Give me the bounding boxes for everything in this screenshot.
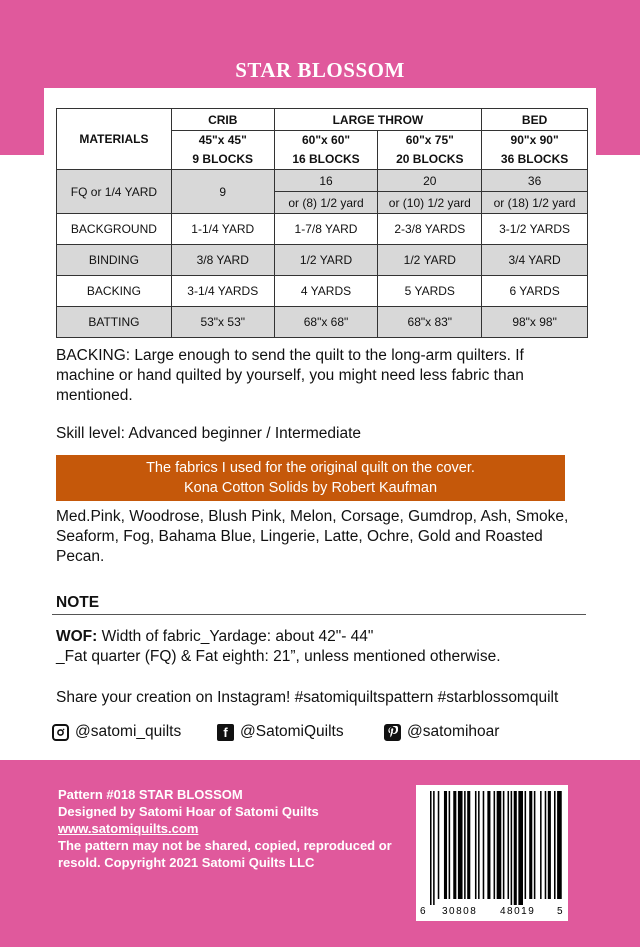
table-cell: 6 YARDS [482, 276, 588, 307]
facebook-icon: f [217, 724, 234, 741]
table-cell: 9 [171, 170, 274, 214]
skill-level: Skill level: Advanced beginner / Intermediate [56, 425, 362, 442]
table-row [57, 307, 588, 338]
footer-credits [58, 786, 398, 871]
wof-text: Width of fabric_Yardage: about 42"- 44" [97, 628, 374, 645]
table-header-groups [57, 109, 588, 131]
table-cell: or (8) 1/2 yard [274, 192, 378, 214]
table-row [57, 170, 588, 192]
barcode-last-digit: 5 [557, 906, 563, 917]
size-blocks: 9 BLOCKS [192, 152, 254, 166]
wof-label: WOF: [56, 628, 98, 645]
website-link[interactable]: www.satomiquilts.com [58, 821, 199, 836]
row-label: BACKGROUND [57, 214, 172, 245]
banner-line-1: The fabrics I used for the original quilt on the cover. [146, 460, 475, 476]
throw-60x75-cell [378, 131, 482, 170]
pinterest-icon [384, 724, 401, 741]
throw-60x60-cell [274, 131, 378, 170]
size-dims: 60"x 60" [301, 133, 351, 147]
note-divider [52, 614, 586, 615]
share-text: Share your creation on Instagram! #satomiquiltspattern #starblossomquilt [56, 689, 559, 706]
size-blocks: 20 BLOCKS [396, 152, 464, 166]
bed-size-cell [482, 131, 588, 170]
table-cell: 2-3/8 YARDS [378, 214, 482, 245]
table-cell: 3/4 YARD [482, 245, 588, 276]
copyright-notice: The pattern may not be shared, copied, reproduced or resold. Copyright 2021 Satomi Quilts LLC [58, 838, 392, 870]
large-throw-header: LARGE THROW [274, 109, 482, 131]
barcode [416, 785, 568, 921]
size-blocks: 16 BLOCKS [292, 152, 360, 166]
table-row [57, 245, 588, 276]
barcode-left-digits: 30808 [442, 906, 478, 917]
table-cell: or (10) 1/2 yard [378, 192, 482, 214]
row-label: FQ or 1/4 YARD [57, 170, 172, 214]
table-cell: 36 [482, 170, 588, 192]
table-row [57, 214, 588, 245]
barcode-first-digit: 6 [420, 906, 426, 917]
designer-credit: Designed by Satomi Hoar of Satomi Quilts [58, 804, 319, 819]
fabrics-banner [56, 455, 565, 501]
table-cell: 5 YARDS [378, 276, 482, 307]
barcode-right-digits: 48019 [500, 906, 536, 917]
instagram-icon [52, 724, 69, 741]
fq-note: _Fat quarter (FQ) & Fat eighth: 21”, unless mentioned otherwise. [56, 648, 501, 665]
size-blocks: 36 BLOCKS [500, 152, 569, 166]
table-cell: 1/2 YARD [274, 245, 378, 276]
table-cell: 4 YARDS [274, 276, 378, 307]
table-cell: 1/2 YARD [378, 245, 482, 276]
table-cell: 53"x 53" [171, 307, 274, 338]
pattern-title: STAR BLOSSOM [235, 58, 405, 82]
note-title: NOTE [56, 594, 100, 611]
footer-band [0, 760, 640, 947]
pattern-number: Pattern #018 STAR BLOSSOM [58, 787, 243, 802]
crib-header: CRIB [171, 109, 274, 131]
crib-size-cell [171, 131, 274, 170]
banner-line-2: Kona Cotton Solids by Robert Kaufman [183, 480, 438, 496]
fabrics-list: Med.Pink, Woodrose, Blush Pink, Melon, Corsage, Gumdrop, Ash, Smoke, Seaform, Fog, Bahama Blue, Lingerie, Latte, Ochre, Gold and Roasted Pecan. [56, 508, 569, 565]
table-cell: 20 [378, 170, 482, 192]
size-dims: 60"x 75" [405, 133, 454, 147]
materials-header: MATERIALS [57, 109, 172, 170]
table-cell: 68"x 68" [274, 307, 378, 338]
table-cell: 98"x 98" [482, 307, 588, 338]
pinterest-handle[interactable] [384, 722, 499, 742]
table-cell: 3-1/4 YARDS [171, 276, 274, 307]
table-cell: 3-1/2 YARDS [482, 214, 588, 245]
instagram-handle[interactable] [52, 722, 181, 742]
bed-header: BED [482, 109, 588, 131]
pinterest-label: @satomihoar [407, 723, 500, 740]
table-cell: 16 [274, 170, 378, 192]
row-label: BINDING [57, 245, 172, 276]
table-row [57, 276, 588, 307]
row-label: BATTING [57, 307, 172, 338]
table-cell: 3/8 YARD [171, 245, 274, 276]
table-cell: or (18) 1/2 yard [482, 192, 588, 214]
backing-note: BACKING: Large enough to send the quilt to the long-arm quilters. If machine or hand quilted by yourself, you might need less fabric than mentioned. [56, 347, 524, 404]
row-label: BACKING [57, 276, 172, 307]
instagram-label: @satomi_quilts [75, 723, 182, 740]
table-cell: 1-1/4 YARD [171, 214, 274, 245]
wof-note [56, 627, 586, 647]
materials-table [56, 108, 588, 338]
facebook-label: @SatomiQuilts [240, 723, 344, 740]
size-dims: 45"x 45" [198, 133, 247, 147]
barcode-bars [416, 785, 568, 905]
size-dims: 90"x 90" [510, 133, 559, 147]
table-cell: 1-7/8 YARD [274, 214, 378, 245]
facebook-handle[interactable] [217, 722, 344, 742]
table-cell: 68"x 83" [378, 307, 482, 338]
